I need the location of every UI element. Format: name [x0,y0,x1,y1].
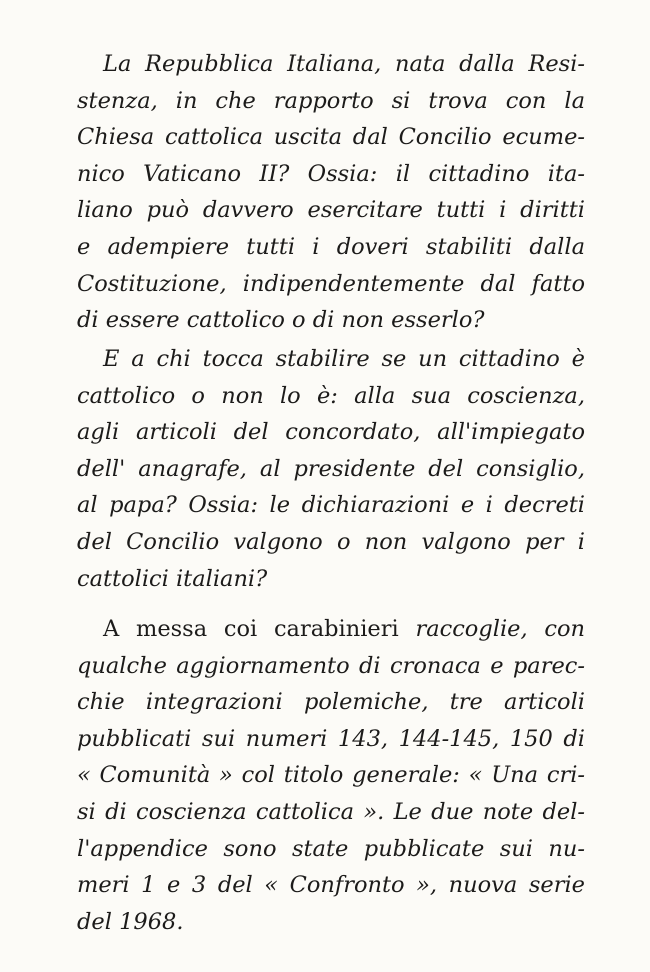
text-line: Costituzione, indipendentemente dal fatto [77,270,585,297]
text-line: al papa? Ossia: le dichiarazioni e i decreti [77,492,585,519]
text-line: pubblicati sui numeri 143, 144-145, 150 di [77,725,585,752]
text-fragment: raccoglie, con [415,616,585,642]
text-line: E a chi tocca stabilire se un cittadino è [103,346,585,372]
text-line: « Comunità » col titolo generale: « Una cri- [77,762,585,789]
text-line: del 1968. [77,908,184,935]
text-line: cattolico o non lo è: alla sua coscienza, [77,382,585,409]
text-line: nico Vaticano II? Ossia: il cittadino ita- [77,160,585,187]
paragraph-3 [77,611,585,940]
text-line: e adempiere tutti i doveri stabiliti dalla [77,233,585,260]
text-line: dell' anagrafe, al presidente del consiglio, [77,455,585,482]
text-line: di essere cattolico o di non esserlo? [77,307,485,334]
text-line: stenza, in che rapporto si trova con la [77,87,585,114]
paragraph-1 [77,46,585,339]
text-line: agli articoli del concordato, all'impiegato [77,419,585,446]
book-title-text: A messa coi carabinieri [103,616,416,642]
text-line: qualche aggiornamento di cronaca e parec- [77,652,585,679]
paragraph-2 [77,341,585,597]
text-line: Chiesa cattolica uscita dal Concilio ecume- [77,124,585,151]
text-line: chie integrazioni polemiche, tre articoli [77,689,585,716]
text-line: si di coscienza cattolica ». Le due note del- [77,798,585,825]
text-line: La Repubblica Italiana, nata dalla Resi- [103,51,585,77]
text-line: meri 1 e 3 del « Confronto », nuova serie [77,872,585,899]
text-line: del Concilio valgono o non valgono per i [77,528,585,555]
text-line [77,611,585,648]
text-line: l'appendice sono state pubblicate sui nu- [77,835,585,862]
text-line: liano può davvero esercitare tutti i diritti [77,197,585,224]
text-line: cattolici italiani? [77,565,268,592]
